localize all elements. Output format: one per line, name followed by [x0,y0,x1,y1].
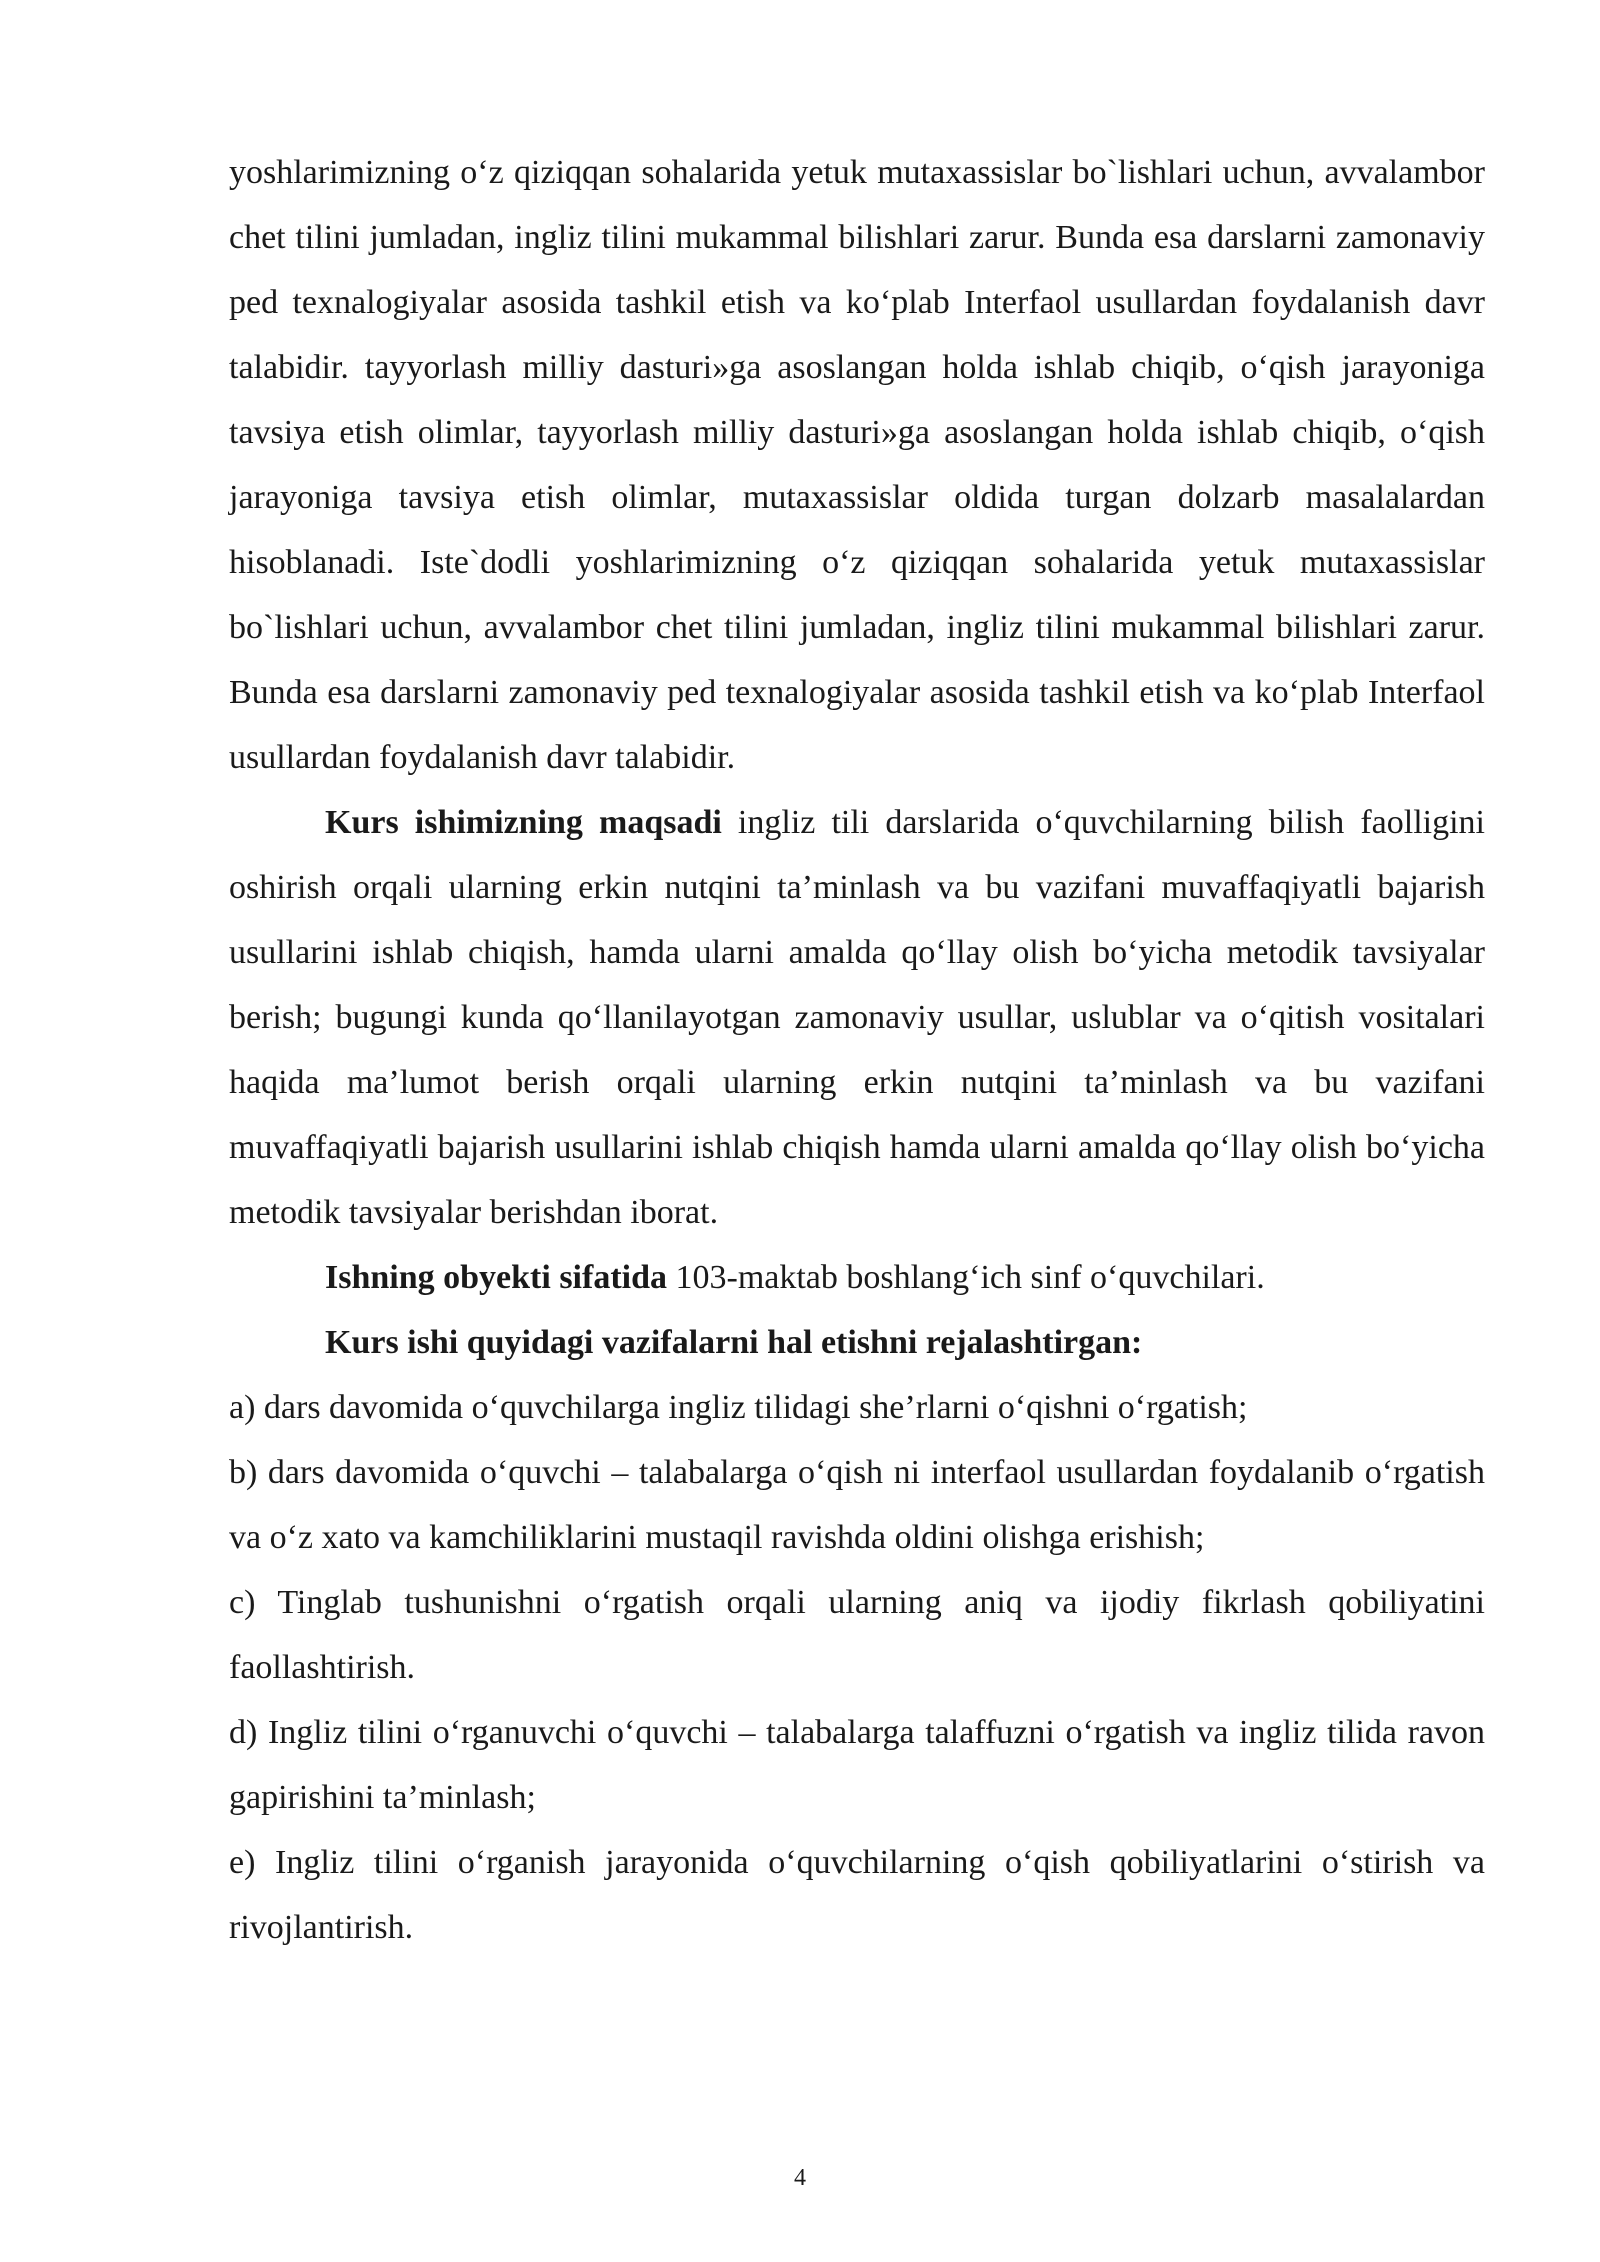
paragraph-intro: yoshlarimizning o‘z qiziqqan sohalarida yetuk mutaxassislar bo`lishlari uchun, avvalambor chet tilini jumladan, ingliz tilini mukammal bilishlari zarur. Bunda esa darslarni zamonaviy ped texnalogiyalar asosida tashkil etish va ko‘plab Interfaol usullardan foydalanish davr talabidir. tayyorlash milliy dasturi»ga asoslangan holda ishlab chiqib, o‘qish jarayoniga tavsiya etish olimlar, tayyorlash milliy dasturi»ga asoslangan holda ishlab chiqib, o‘qish jarayoniga tavsiya etish olimlar, mutaxassislar oldida turgan dolzarb masalalardan hisoblanadi. Iste`dodli yoshlarimizning o‘z qiziqqan sohalarida yetuk mutaxassislar bo`lishlari uchun, avvalambor chet tilini jumladan, ingliz tilini mukammal bilishlari zarur. Bunda esa darslarni zamonaviy ped texnalogiyalar asosida tashkil etish va ko‘plab Interfaol usullardan foydalanish davr talabidir. [229,154,1485,776]
object-heading: Ishning obyekti sifatida [325,1259,667,1296]
list-item: b) dars davomida o‘quvchi – talabalarga o‘qish ni interfaol usullardan foydalanib o‘rgatish va o‘z xato va kamchiliklarini mustaqil ravishda oldini olishga erishish; [229,1454,1485,1556]
page-body [229,140,1485,1960]
list-item: e) Ingliz tilini o‘rganish jarayonida o‘quvchilarning o‘qish qobiliyatlarini o‘stirish va rivojlantirish. [229,1844,1485,1946]
list-item: a) dars davomida o‘quvchilarga ingliz tilidagi she’rlarni o‘qishni o‘rgatish; [229,1389,1248,1426]
goal-heading: Kurs ishimizning maqsadi [325,804,722,841]
list-item: d) Ingliz tilini o‘rganuvchi o‘quvchi – talabalarga talaffuzni o‘rgatish va ingliz tilida ravon gapirishini ta’minlash; [229,1714,1485,1816]
goal-text: ingliz tili darslarida o‘quvchilarning bilish faolligini oshirish orqali ularning erkin nutqini ta’minlash va bu vazifani muvaffaqiyatli bajarish usullarini ishlab chiqish, hamda ularni amalda qo‘llay olish bo‘yicha metodik tavsiyalar berish; bugungi kunda qo‘llanilayotgan zamonaviy usullar, uslublar va o‘qitish vositalari haqida ma’lumot berish orqali ularning erkin nutqini ta’minlash va bu vazifani muvaffaqiyatli bajarish usullarini ishlab chiqish hamda ularni amalda qo‘llay olish bo‘yicha metodik tavsiyalar berishdan iborat. [229,804,1486,1231]
paragraph-goal [229,790,1485,1245]
paragraph-tasks-heading [229,1310,1485,1375]
paragraph-object [229,1245,1485,1310]
page-number: 4 [794,2165,806,2191]
list-item: c) Tinglab tushunishni o‘rgatish orqali ularning aniq va ijodiy fikrlash qobiliyatini faollashtirish. [229,1584,1485,1686]
tasks-heading: Kurs ishi quyidagi vazifalarni hal etishni rejalashtirgan: [325,1324,1143,1361]
object-text: 103-maktab boshlang‘ich sinf o‘quvchilari. [667,1259,1265,1296]
